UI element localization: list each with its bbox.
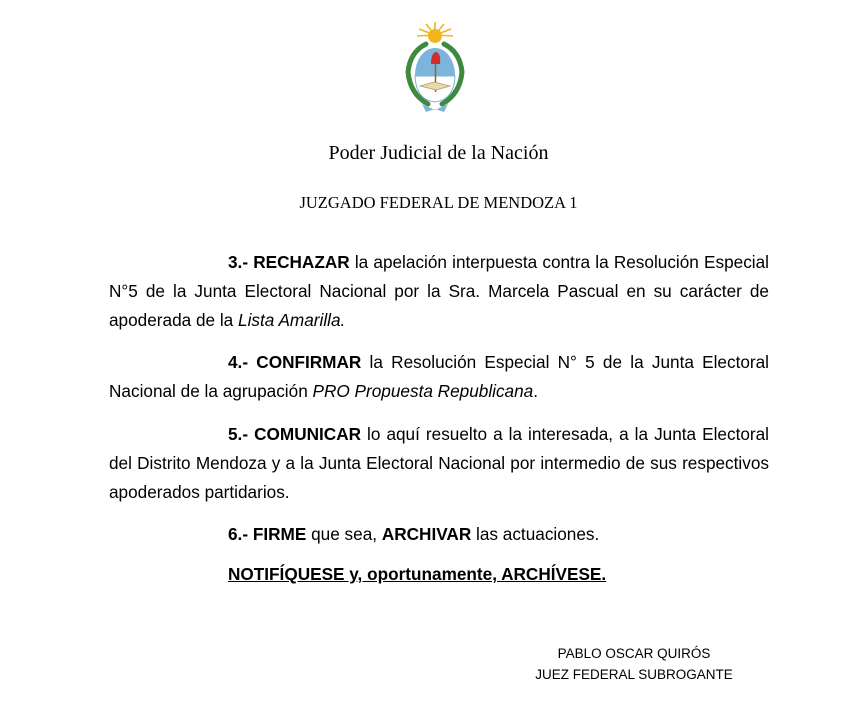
- resolution-item-3: [109, 248, 769, 335]
- court-title: Poder Judicial de la Nación: [328, 142, 549, 164]
- resolution-item-4: [109, 348, 769, 406]
- item-verb-2: ARCHIVAR: [381, 524, 472, 544]
- item-number: 3.-: [228, 252, 249, 272]
- item-text: lo aquí resuelto a la interesada, a la Junta Electoral del Distrito Mendoza y a la Junta Electoral Nacional por intermedio de sus respectivos apoderados partidarios.: [109, 424, 770, 502]
- item-verb: CONFIRMAR: [256, 352, 362, 372]
- closing-order: [109, 560, 769, 589]
- item-number: 5.-: [228, 424, 249, 444]
- resolution-item-5: [109, 420, 769, 507]
- item-text: que sea,: [306, 524, 382, 544]
- item-italic: PRO Propuesta Republicana: [312, 381, 534, 401]
- signature-title: JUEZ FEDERAL SUBROGANTE: [535, 667, 733, 682]
- item-text: la Resolución Especial N° 5 de la Junta Electoral Nacional de la agrupación: [109, 352, 769, 401]
- item-text-end: las actuaciones.: [471, 524, 600, 544]
- sun-icon: [417, 22, 453, 43]
- coat-of-arms-icon: [404, 20, 466, 116]
- item-verb: RECHAZAR: [253, 252, 350, 272]
- closing-text: NOTIFÍQUESE y, oportunamente, ARCHÍVESE.: [228, 564, 607, 584]
- signature-name: PABLO OSCAR QUIRÓS: [557, 646, 711, 661]
- resolution-item-6: [109, 520, 769, 549]
- item-verb: COMUNICAR: [254, 424, 362, 444]
- item-verb: FIRME: [252, 524, 307, 544]
- item-text: la apelación interpuesta contra la Resolución Especial N°5 de la Junta Electoral Nacional por la Sra. Marcela Pascual en su carácter de apoderada de la: [109, 252, 769, 330]
- item-number: 6.-: [228, 524, 249, 544]
- item-italic: Lista Amarilla.: [238, 310, 346, 330]
- item-number: 4.-: [228, 352, 249, 372]
- item-text-end: .: [533, 381, 539, 401]
- court-subtitle: JUZGADO FEDERAL DE MENDOZA 1: [299, 193, 578, 212]
